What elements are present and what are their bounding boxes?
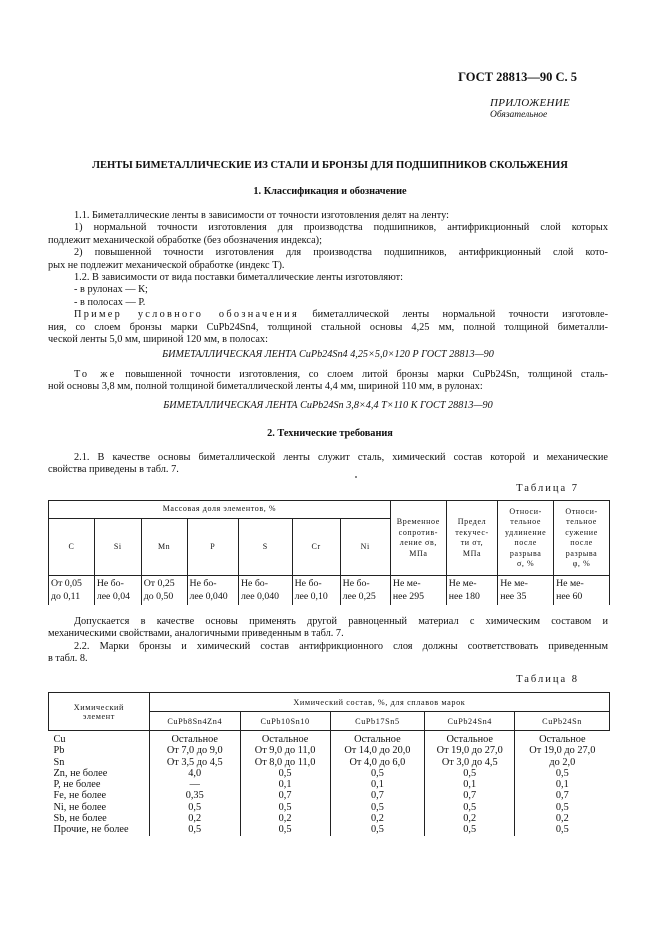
- standard-header: ГОСТ 28813—90 С. 5: [458, 70, 577, 84]
- t7-header-c: C: [49, 519, 95, 576]
- example-2-line-a: [48, 369, 608, 381]
- list-item-rolls: - в рулонах — К;: [74, 284, 148, 296]
- designation-formula-2: БИМЕТАЛЛИЧЕСКАЯ ЛЕНТА CuPb24Sn 3,8×4,4 Т×110 К ГОСТ 28813—90: [163, 400, 493, 411]
- paragraph-item-1-line-a: 1) нормальной точности изготовления для производства подшипников, антифрикционный слой которых: [74, 222, 608, 234]
- table-row: Cu Остальное Остальное Остальное Остальное Остальное: [49, 731, 610, 746]
- paragraph-1-1: 1.1. Биметаллические ленты в зависимости от точности изготовления делят на ленту:: [74, 210, 449, 221]
- t7-value-c: От 0,05 до 0,11: [49, 576, 95, 606]
- example-1-line-c: ческой ленты 5,0 мм, шириной 120 мм, в полосах:: [48, 334, 268, 346]
- t7-value-elongation: Не ме- нее 35: [498, 576, 554, 606]
- section-1-text: [48, 210, 608, 346]
- t7-header-mn: Mn: [141, 519, 187, 576]
- t7-value-mn: От 0,25 до 0,50: [141, 576, 187, 606]
- designation-formula-1: БИМЕТАЛЛИЧЕСКАЯ ЛЕНТА CuPb24Sn4 4,25×5,0×120 Р ГОСТ 28813—90: [162, 349, 494, 360]
- section-2-text: [48, 616, 608, 666]
- t8-row-header: Химический элемент: [49, 693, 150, 731]
- t7-value-s: Не бо- лее 0,040: [238, 576, 292, 606]
- table-8-caption: Таблица 8: [516, 674, 579, 685]
- t7-header-contraction: Относи- тельное сужение после разрыва φ, %: [554, 501, 610, 576]
- t7-header-tensile: Временное сопротив- ление σв, МПа: [390, 501, 446, 576]
- table-row: Fe, не более 0,35 0,7 0,7 0,7 0,7: [49, 790, 610, 801]
- paragraph-2-2-line-a: 2.2. Марки бронзы и химический состав антифрикционного слоя должны соответствовать приведенным: [74, 640, 608, 652]
- paragraph-item-1-line-b: подлежит механической обработке (без обозначения индекса);: [48, 234, 322, 246]
- table-row: Pb От 7,0 до 9,0 От 9,0 до 11,0 От 14,0 до 20,0 От 19,0 до 27,0 От 19,0 до 27,0: [49, 745, 610, 756]
- t7-value-si: Не бо- лее 0,04: [94, 576, 141, 606]
- table-row: Прочие, не более 0,5 0,5 0,5 0,5 0,5: [49, 824, 610, 835]
- t8-alloy-3: CuPb17Sn5: [330, 712, 425, 731]
- table-row: [49, 576, 610, 606]
- t7-value-ni: Не бо- лее 0,25: [340, 576, 390, 606]
- document-title: ЛЕНТЫ БИМЕТАЛЛИЧЕСКИЕ ИЗ СТАЛИ И БРОНЗЫ ДЛЯ ПОДШИПНИКОВ СКОЛЬЖЕНИЯ: [92, 160, 568, 171]
- paragraph-item-2-line-a: 2) повышенной точности изготовления для производства подшипников, антифрикционный слой кото-: [74, 247, 608, 259]
- paragraph-2-1: [48, 452, 608, 477]
- table-7: [48, 500, 610, 605]
- t8-alloy-5: CuPb24Sn: [515, 712, 610, 731]
- table-row: Sb, не более 0,2 0,2 0,2 0,2 0,2: [49, 813, 610, 824]
- example-2-line-b: ной основы 3,8 мм, полной толщиной биметаллической ленты 4,4 мм, шириной 110 мм, в рулонах:: [48, 381, 483, 393]
- list-item-strips: - в полосах — Р.: [74, 296, 146, 308]
- table-row: P, не более — 0,1 0,1 0,1 0,1: [49, 779, 610, 790]
- example-1-line-a: [48, 309, 608, 321]
- t7-header-cr: Cr: [292, 519, 340, 576]
- t7-header-si: Si: [94, 519, 141, 576]
- paragraph-alt-line-b: механическими свойствами, аналогичными приведенным в табл. 7.: [48, 628, 344, 640]
- page-speck: [355, 476, 357, 478]
- example-1-line-b: ния, со слоем бронзы марки CuPb24Sn4, толщиной стальной основы 4,25 мм, полной толщиной биметалли-: [48, 321, 608, 333]
- table-row: Sn От 3,5 до 4,5 От 8,0 до 11,0 От 4,0 до 6,0 От 3,0 до 4,5 до 2,0: [49, 757, 610, 768]
- t7-value-yield: Не ме- нее 180: [446, 576, 497, 606]
- paragraph-1-2: 1.2. В зависимости от вида поставки биметаллические ленты изготовляют:: [74, 272, 404, 284]
- t7-header-elongation: Относи- тельное удлинение после разрыва σ, %: [498, 501, 554, 576]
- example-2-label: То же: [74, 369, 117, 380]
- table-7-caption: Таблица 7: [516, 483, 579, 494]
- table-row: Zn, не более 4,0 0,5 0,5 0,5 0,5: [49, 768, 610, 779]
- t8-group-header: Химический состав, %, для сплавов марок: [149, 693, 609, 712]
- t7-value-tensile: Не ме- нее 295: [390, 576, 446, 606]
- paragraph-alt-line-a: Допускается в качестве основы применять другой равноценный материал с химическим составом и: [74, 616, 608, 627]
- t7-group-header: Массовая доля элементов, %: [49, 501, 391, 519]
- example-2-text: повышенной точности изготовления, со слоем литой бронзы марки CuPb24Sn, толщиной сталь-: [116, 369, 608, 380]
- t7-value-cr: Не бо- лее 0,10: [292, 576, 340, 606]
- table-8: [48, 692, 610, 836]
- paragraph-2-1-line-b: свойства приведены в табл. 7.: [48, 464, 179, 476]
- table-row: Ni, не более 0,5 0,5 0,5 0,5 0,5: [49, 802, 610, 813]
- t7-header-ni: Ni: [340, 519, 390, 576]
- paragraph-2-1-line-a: 2.1. В качестве основы биметаллической ленты служит сталь, химический состав которой и механические: [74, 452, 608, 463]
- paragraph-item-2-line-b: рых не подлежит механической обработке (индекс Т).: [48, 259, 285, 271]
- t7-value-contraction: Не ме- нее 60: [554, 576, 610, 606]
- appendix-note: Обязательное: [490, 110, 548, 120]
- example-1-label: Пример условного обозначения: [74, 309, 299, 321]
- t7-header-yield: Предел текучес- ти σт, МПа: [446, 501, 497, 576]
- t8-alloy-1: CuPb8Sn4Zn4: [149, 712, 240, 731]
- paragraph-2-2-line-b: в табл. 8.: [48, 653, 88, 665]
- section-2-heading: 2. Технические требования: [267, 428, 393, 439]
- section-1-heading: 1. Классификация и обозначение: [253, 186, 407, 197]
- t7-value-p: Не бо- лее 0,040: [187, 576, 238, 606]
- t7-header-p: P: [187, 519, 238, 576]
- t8-alloy-2: CuPb10Sn10: [240, 712, 330, 731]
- t8-alloy-4: CuPb24Sn4: [425, 712, 515, 731]
- t7-header-s: S: [238, 519, 292, 576]
- appendix-label: ПРИЛОЖЕНИЕ: [490, 97, 570, 109]
- example-1-text: биметаллической ленты нормальной точности изготовле-: [299, 309, 608, 321]
- example-2: [48, 369, 608, 394]
